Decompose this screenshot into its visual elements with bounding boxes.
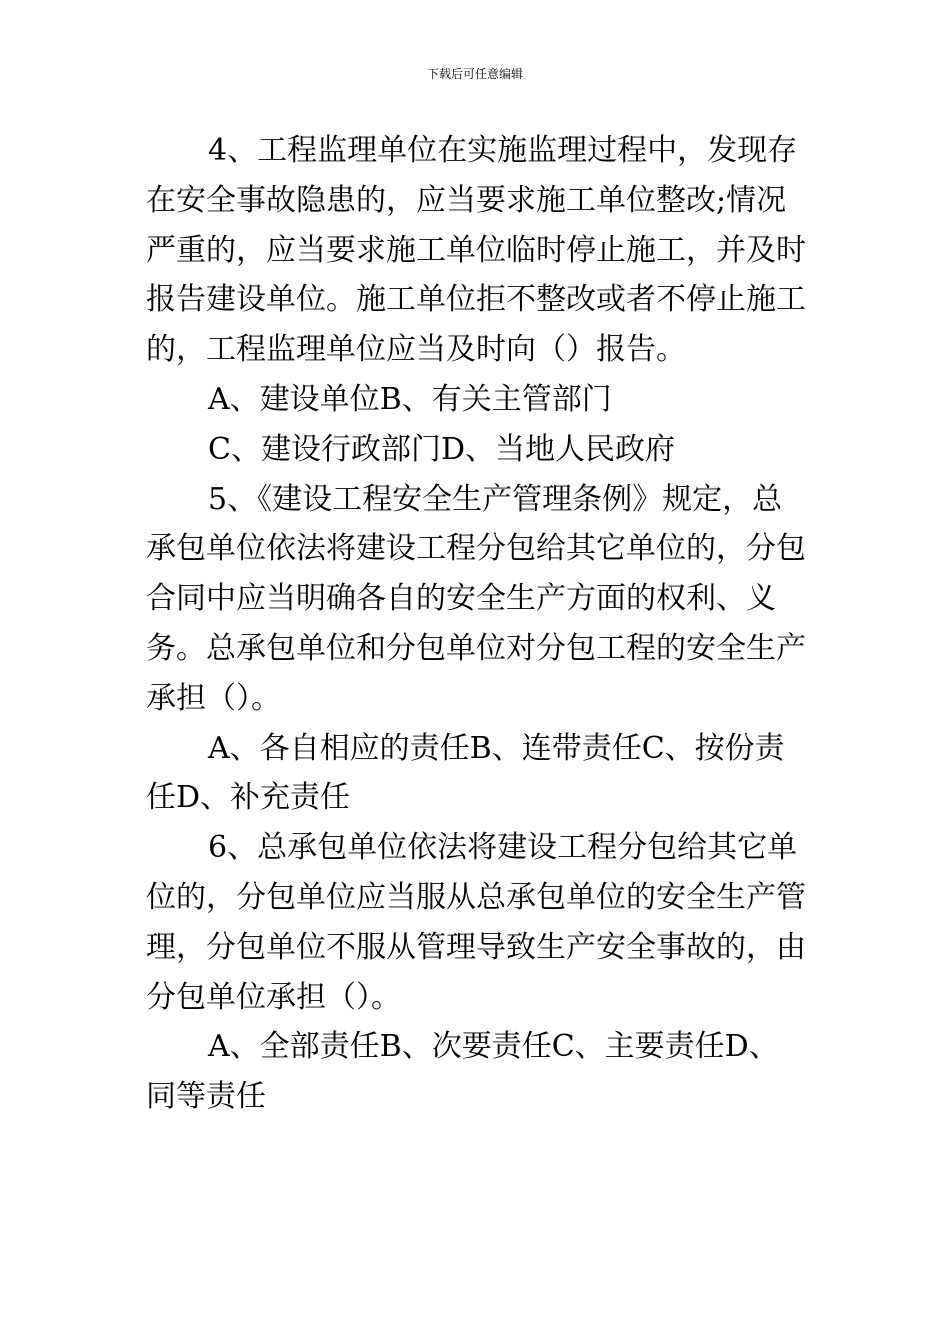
document-body	[146, 126, 808, 1122]
question-5-stem: 5、《建设工程安全生产管理条例》规定，总承包单位依法将建设工程分包给其它单位的，分包合同中应当明确各自的安全生产方面的权利、义务。总承包单位和分包单位对分包工程的安全生产承担（）。	[146, 481, 806, 716]
question-6-stem: 6、总承包单位依法将建设工程分包给其它单位的，分包单位应当服从总承包单位的安全生产管理，分包单位不服从管理导致生产安全事故的，由分包单位承担（）。	[146, 830, 806, 1015]
question-6-options: A、全部责任B、次要责任C、主要责任D、同等责任	[146, 1029, 779, 1115]
question-4-stem: 4、工程监理单位在实施监理过程中，发现存在安全事故隐患的，应当要求施工单位整改;情况严重的，应当要求施工单位临时停止施工，并及时报告建设单位。施工单位拒不整改或者不停止施工的，工程监理单位应当及时向（）报告。	[146, 133, 806, 368]
question-4-options-c-d: C、建设行政部门D、当地人民政府	[208, 431, 676, 467]
question-5-options: A、各自相应的责任B、连带责任C、按份责任D、补充责任	[146, 730, 785, 816]
question-4-options-a-b: A、建设单位B、有关主管部门	[208, 381, 612, 417]
page-header: 下载后可任意编辑	[426, 67, 523, 81]
